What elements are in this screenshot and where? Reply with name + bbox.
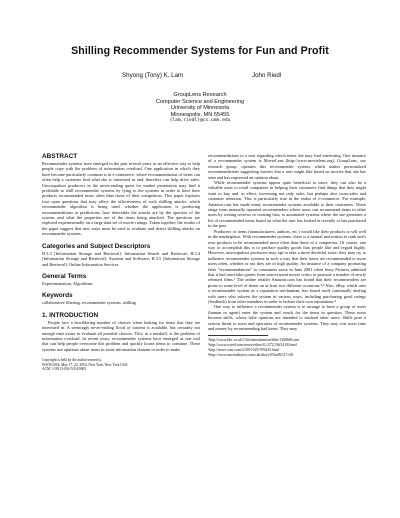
general-terms-text: Experimentation, Algorithms [42, 280, 93, 286]
copyright-line: WWW2004, May 17–22, 2004, New York, New York USA. [42, 362, 129, 367]
footnote: ²http://www.wired.com/news/ethics/0,1272,53634,00.html [208, 343, 297, 348]
paper-title: Shilling Recommender Systems for Fun and Profit [71, 45, 329, 57]
footnote: ³http://news.com.com/2100-1023-976435.html [208, 348, 280, 352]
right-column [208, 153, 366, 358]
body-paragraph: Producers of items (manufacturers, authors, etc.) would like their products to sell well in the marketplace. With recommender systems, there is a natural motivation to rank one's own products to be recommended more often than those of a competitor. Of course, one way to accomplish this is to produce quality goods that people like and regard highly. However, unscrupulous producers may opt to take a more deceitful route; they may try to influence recommender systems in such a way that their items are recommended to more users often, whether or not they are of high quality. An instance of a company promoting false "recommendations" to consumers arose in June 2001 when Sony Pictures admitted that it had used fake quotes from non-existent movie critics to promote a number of newly released films.¹ The online retailer Amazon.com has found that their recommenders are prone to some level of abuse on at least two different occasions.²,³ Also, eBay, which uses a recommender system as a reputation mechanism, has found itself continually dealing with users who subvert the system in various ways, including purchasing good ratings (feedback) from other members in order to bolster their own reputations.⁴ [208, 228, 366, 304]
general-terms-heading: General Terms [42, 272, 87, 280]
abstract-heading: ABSTRACT [42, 153, 78, 160]
author-1: Shyong (Tony) K. Lam [122, 72, 184, 79]
affiliation-line: GroupLens Research [173, 92, 227, 98]
author-email: {lam,riedl}@cs.umn.edu [169, 118, 231, 124]
affiliation [0, 92, 400, 125]
abstract-text: Recommender systems have emerged in the past several years as an effective way to help people cope with the problem of information overload. One application in which they have become particularly common is in e-commerce, where recommendation of items can often help a customer find what she is interested in and, therefore can help drive sales. Unscrupulous producers in the never-ending quest for market penetration may find it profitable to shill recommender systems by lying to the systems in order to have their products recommended more often than those of their competitors. This paper explores four open questions that may affect the effectiveness of such shilling attacks: which recommender algorithm is being used, whether the application is producing recommendations or predictions, how detectable the attacks are by the operator of the system, and what the properties are of the items being attacked. The questions are explored experimentally on a large data set of movie ratings. Taken together, the results of the paper suggest that new ways must be used to evaluate and detect shilling attacks on recommender systems. [42, 161, 200, 237]
body-paragraph: recommendations to a user regarding which items she may find interesting. One instance of a recommender system is MovieLens (http://www.movielens.org), GroupLens, our research group, operates this recommender system, which makes personalized recommendations suggesting movies that a user might like based on movies that she has seen and has expressed an opinion about. [208, 153, 366, 180]
affiliation-line: Computer Science and Engineering [155, 98, 245, 105]
affiliation-line: University of Minnesota [170, 105, 230, 112]
categories-heading: Categories and Subject Descriptors [42, 242, 151, 250]
footnote: ⁴http://www.auctionbytes.com/cab/abu/y03/m09/i17/s01 [208, 352, 294, 357]
body-paragraph: While recommender systems appear quite beneficial to users, they can also be a valuable asset to retail companies in helping their customers find things that they might want to buy and, in effect, increasing not only sales, but perhaps also cross-sales and customer retention. This is particularly true in the realm of e-commerce. For example, Amazon.com has made many recommender systems available to their customers. These range from manually operated recommenders where users can recommend items to other users by writing reviews or creating lists, to automated systems where the site generates a list of recommended items based on what the user has looked at recently or has purchased in the past. [208, 180, 366, 229]
keywords-text: collaborative filtering, recommender systems, shilling [42, 300, 136, 306]
affiliation-line: Minneapolis, MN 55455 [170, 111, 230, 118]
footnotes [208, 335, 299, 357]
keywords-heading: Keywords [42, 292, 73, 300]
categories-text: H.3.3 [Information Storage and Retrieval]: Information Search and Retrieval; H.3.4 [Information Storage and Retrieval]: Systems and Software; H.3.5 [Information Storage and Retrieval]: Online Information Services [42, 250, 200, 267]
copyright-line: ACM 1-58113-844-X/04/0005. [42, 366, 87, 371]
copyright-notice [42, 358, 200, 371]
introduction-heading: 1. INTRODUCTION [42, 311, 99, 319]
author-2: John Riedl [252, 72, 282, 79]
left-column [42, 153, 200, 371]
copyright-line: Copyright is held by the author/owner(s). [42, 358, 102, 363]
introduction-text: People face a bewildering number of choices when looking for items that they are interested in. A seemingly never-ending flood of content is available, but certainly not enough time exists to evaluate all possible choices. This, in a nutshell, is the problem of information overload. In recent years, recommender systems have emerged as one tool that can help people overcome this problem and quickly locate items to consume. These systems use opinions about items in some information domain in order to make [42, 319, 200, 352]
footnote: ¹http://www.bbc.co.uk/1/hi/entertainment/film/1368666.stm [208, 338, 299, 343]
body-paragraph: One way to influence a recommender system is to arrange to have a group of users (human or agent) enter the system and vouch for the items in question. These users become shills, whose false opinions are intended to mislead other users. Shills pose a serious threat to users and operators of recommender systems. They may cost users time and money by recommending bad items. They may [208, 304, 366, 331]
